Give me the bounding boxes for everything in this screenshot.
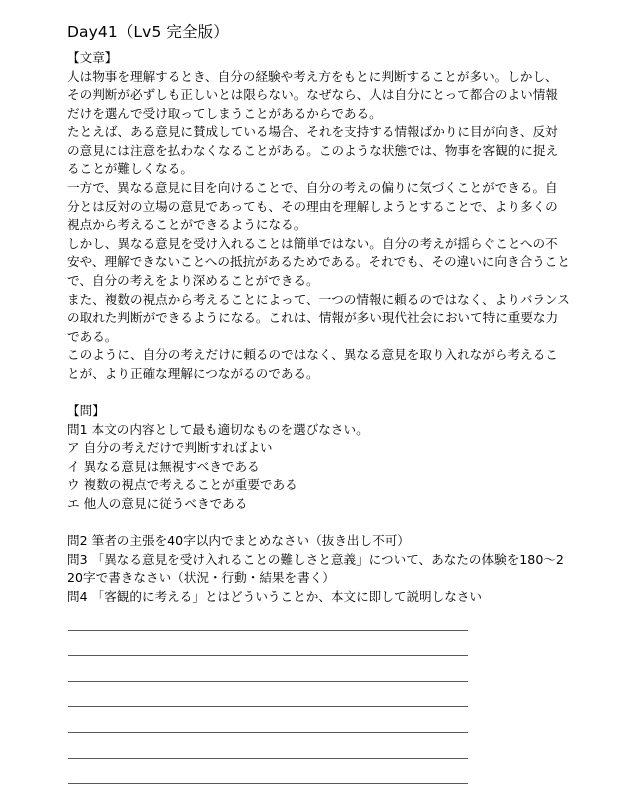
passage-paragraph: しかし、異なる意見を受け入れることは簡単ではない。自分の考えが揺らぐことへの不安や、理解できないことへの抵抗があるためである。それでも、その違いに向き合うことで、自分の考えをより深めることができる。 [67, 235, 570, 289]
page-title: Day41（Lv5 完全版） [67, 23, 229, 41]
section-gap [67, 384, 570, 403]
questions-section-heading: 【問】 [67, 403, 105, 419]
answer-line[interactable] [68, 758, 468, 759]
answer-line[interactable] [68, 655, 468, 656]
passage-section-heading: 【文章】 [67, 50, 118, 65]
question-4-prompt: 問4 「客観的に考える」とはどういうことか、本文に即して説明しなさい [67, 589, 483, 605]
passage-paragraph: このように、自分の考えだけに頼るのではなく、異なる意見を取り入れながら考えることが、より正確な理解につながるのである。 [67, 347, 558, 381]
passage-paragraph: 人は物事を理解するとき、自分の経験や考え方をもとに判断することが多い。しかし、その判断が必ずしも正しいとは限らない。なぜなら、人は自分にとって都合のよい情報だけを選んで受け取ってしまうことがあるからである。 [67, 68, 558, 121]
answer-line[interactable] [68, 681, 468, 682]
question-2-prompt: 問2 筆者の主張を40字以内でまとめなさい（抜き出し不可） [67, 533, 410, 549]
question-1-choice-e[interactable]: エ 他人の意見に従うべきである [67, 496, 248, 512]
question-gap [67, 514, 570, 533]
passage-paragraph: たとえば、ある意見に賛成している場合、それを支持する情報ばかりに目が向き、反対の意見には注意を払わなくなることがある。このような状態では、物事を客観的に捉えることが難しくなる。 [67, 124, 559, 177]
answer-line[interactable] [68, 732, 468, 733]
answer-lines-area [67, 630, 570, 785]
question-3-prompt: 問3 「異なる意見を受け入れることの難しさと意義」について、あなたの体験を180〜220字で書きなさい（状況・行動・結果を書く） [67, 551, 564, 586]
passage-paragraph: 一方で、異なる意見に目を向けることで、自分の考えの偏りに気づくことができる。自分とは反対の立場の意見であっても、その理由を理解しようとすることで、より多くの視点から考えることができるようになる。 [67, 180, 558, 233]
passage-body [67, 68, 570, 384]
question-1-choice-i[interactable]: イ 異なる意見は無視すべきである [67, 458, 260, 474]
questions-body [67, 421, 570, 607]
passage-paragraph: また、複数の視点から考えることによって、一つの情報に頼るのではなく、よりバランスの取れた判断ができるようになる。これは、情報が多い現代社会において特に重要な力である。 [67, 291, 570, 344]
answer-line[interactable] [68, 706, 468, 707]
question-1-prompt: 問1 本文の内容として最も適切なものを選びなさい。 [67, 421, 369, 437]
question-1-choice-u[interactable]: ウ 複数の視点で考えることが重要である [67, 477, 298, 493]
answer-line[interactable] [68, 783, 468, 784]
answer-line[interactable] [68, 630, 468, 631]
question-1-choice-a[interactable]: ア 自分の考えだけで判断すればよい [67, 440, 273, 456]
